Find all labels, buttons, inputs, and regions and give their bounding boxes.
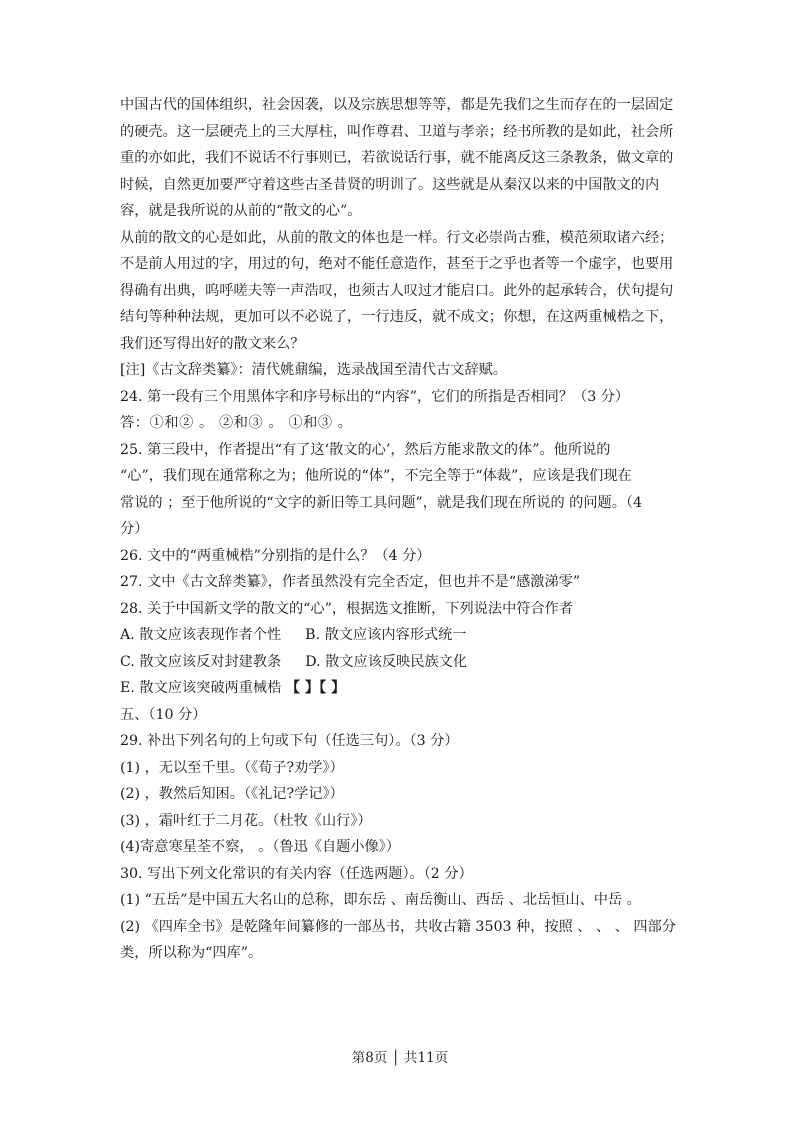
paragraph-1 <box>120 92 680 225</box>
text-line: 常说的 ；至于他所说的“文字的新旧等工具问题”，就是我们现在所说的 的问题。（4 <box>120 494 643 511</box>
list-item: (3) ，霜叶红于二月花。（杜牧《山行》） <box>120 812 372 829</box>
paragraph-2 <box>120 225 680 358</box>
annotation-note: [注]《古文辞类纂》：清代姚鼐编，选录战国至清代古文辞赋。 <box>120 362 508 378</box>
page-content <box>120 92 680 967</box>
question-29: 29. 补出下列名句的上句或下句（任选三句）。（3 分） <box>120 733 459 749</box>
text-line: 重的亦如此，我们不说话不行事则已，若欲说话行事，就不能离反这三条教条，做文章的 <box>120 150 674 166</box>
option-a: A. 散文应该表现作者个性 <box>120 627 282 643</box>
answer-brackets: 【 】【 】 <box>285 680 346 696</box>
question-26: 26. 文中的“两重械梏”分别指的是什么？（4 分） <box>120 547 431 564</box>
list-item: 类，所以称为“四库”。 <box>120 945 263 961</box>
text-line: 我们还写得出好的散文来么？ <box>120 335 305 352</box>
text-line: 从前的散文的心是如此，从前的散文的体也是一样。行文必崇尚古雅，模范须取诸六经； <box>120 229 674 246</box>
section-heading: 五、（10 分） <box>120 706 207 723</box>
text-line: 时候，自然更加要严守着这些古圣昔贤的明训了。这些就是从秦汉以来的中国散文的内 <box>120 176 660 193</box>
options-row <box>120 675 680 702</box>
text-line: 分） <box>120 521 149 537</box>
list-item: (2) ，教然后知困。（《礼记?学记》） <box>120 786 344 802</box>
text-line: 不是前人用过的字，用过的句，绝对不能任意造作，甚至于之乎也者等一个虚字，也要用 <box>120 256 674 272</box>
list-item: (2) 《四库全书》是乾隆年间纂修的一部丛书，共收古籍 3503 种，按照 、 、 、 四部分 <box>120 918 676 935</box>
answer-24: 答：①和② 。 ②和③ 。 ①和③ 。 <box>120 415 353 431</box>
page-footer: 第8页 │ 共11页 <box>351 1050 449 1066</box>
question-30: 30. 写出下列文化常识的有关内容（任选两题）。（2 分） <box>120 865 473 882</box>
text-line: 得确有出典，呜呼嗟夫等一声浩叹，也须古人叹过才能启口。此外的起承转合，伏句提句 <box>120 282 674 299</box>
question-24: 24. 第一段有三个用黑体字和序号标出的“内容”，它们的所指是否相同？（3 分） <box>120 388 630 405</box>
option-b: B. 散文应该内容形式统一 <box>305 627 467 643</box>
option-d: D. 散文应该反映民族文化 <box>305 653 468 670</box>
text-line: 的硬壳。这一层硬壳上的三大厚柱，叫作尊君、卫道与孝亲；经书所教的是如此，社会所 <box>120 123 674 140</box>
option-c: C. 散文应该反对封建教条 <box>120 653 282 670</box>
text-line: 结句等种种法规，更加可以不必说了，一行违反，就不成文；你想，在这两重械梏之下， <box>120 309 674 325</box>
options-row <box>120 622 680 649</box>
text-line: 容，就是我所说的从前的“散文的心”。 <box>120 203 362 219</box>
question-27: 27. 文中《古文辞类纂》，作者虽然没有完全否定，但也并不是“感激涕零” <box>120 574 581 590</box>
list-item: (1) ，无以至千里。（《荀子?劝学》） <box>120 759 344 776</box>
option-e: E. 散文应该突破两重械梏 <box>120 680 282 696</box>
question-28: 28. 关于中国新文学的散文的“心”，根据选文推断，下列说法中符合作者 <box>120 600 574 617</box>
text-line: “心”，我们现在通常称之为；他所说的“体”，不完全等于“体裁”，应该是我们现在 <box>120 468 632 484</box>
text-line: 25. 第三段中，作者提出“有了这‘散文的心’，然后方能求散文的体”。他所说的 <box>120 441 611 458</box>
question-25 <box>120 437 680 543</box>
list-item: (1) “五岳”是中国五大名山的总称，即东岳 、南岳衡山、西岳 、北岳恒山、中岳 。 <box>120 892 641 908</box>
options-row <box>120 649 680 676</box>
text-line: 中国古代的国体组织，社会因袭，以及宗族思想等等，都是先我们之生而存在的一层固定 <box>120 97 674 113</box>
list-item: (4)寄意寒星荃不察， 。（鲁迅《自题小像》） <box>120 839 400 855</box>
